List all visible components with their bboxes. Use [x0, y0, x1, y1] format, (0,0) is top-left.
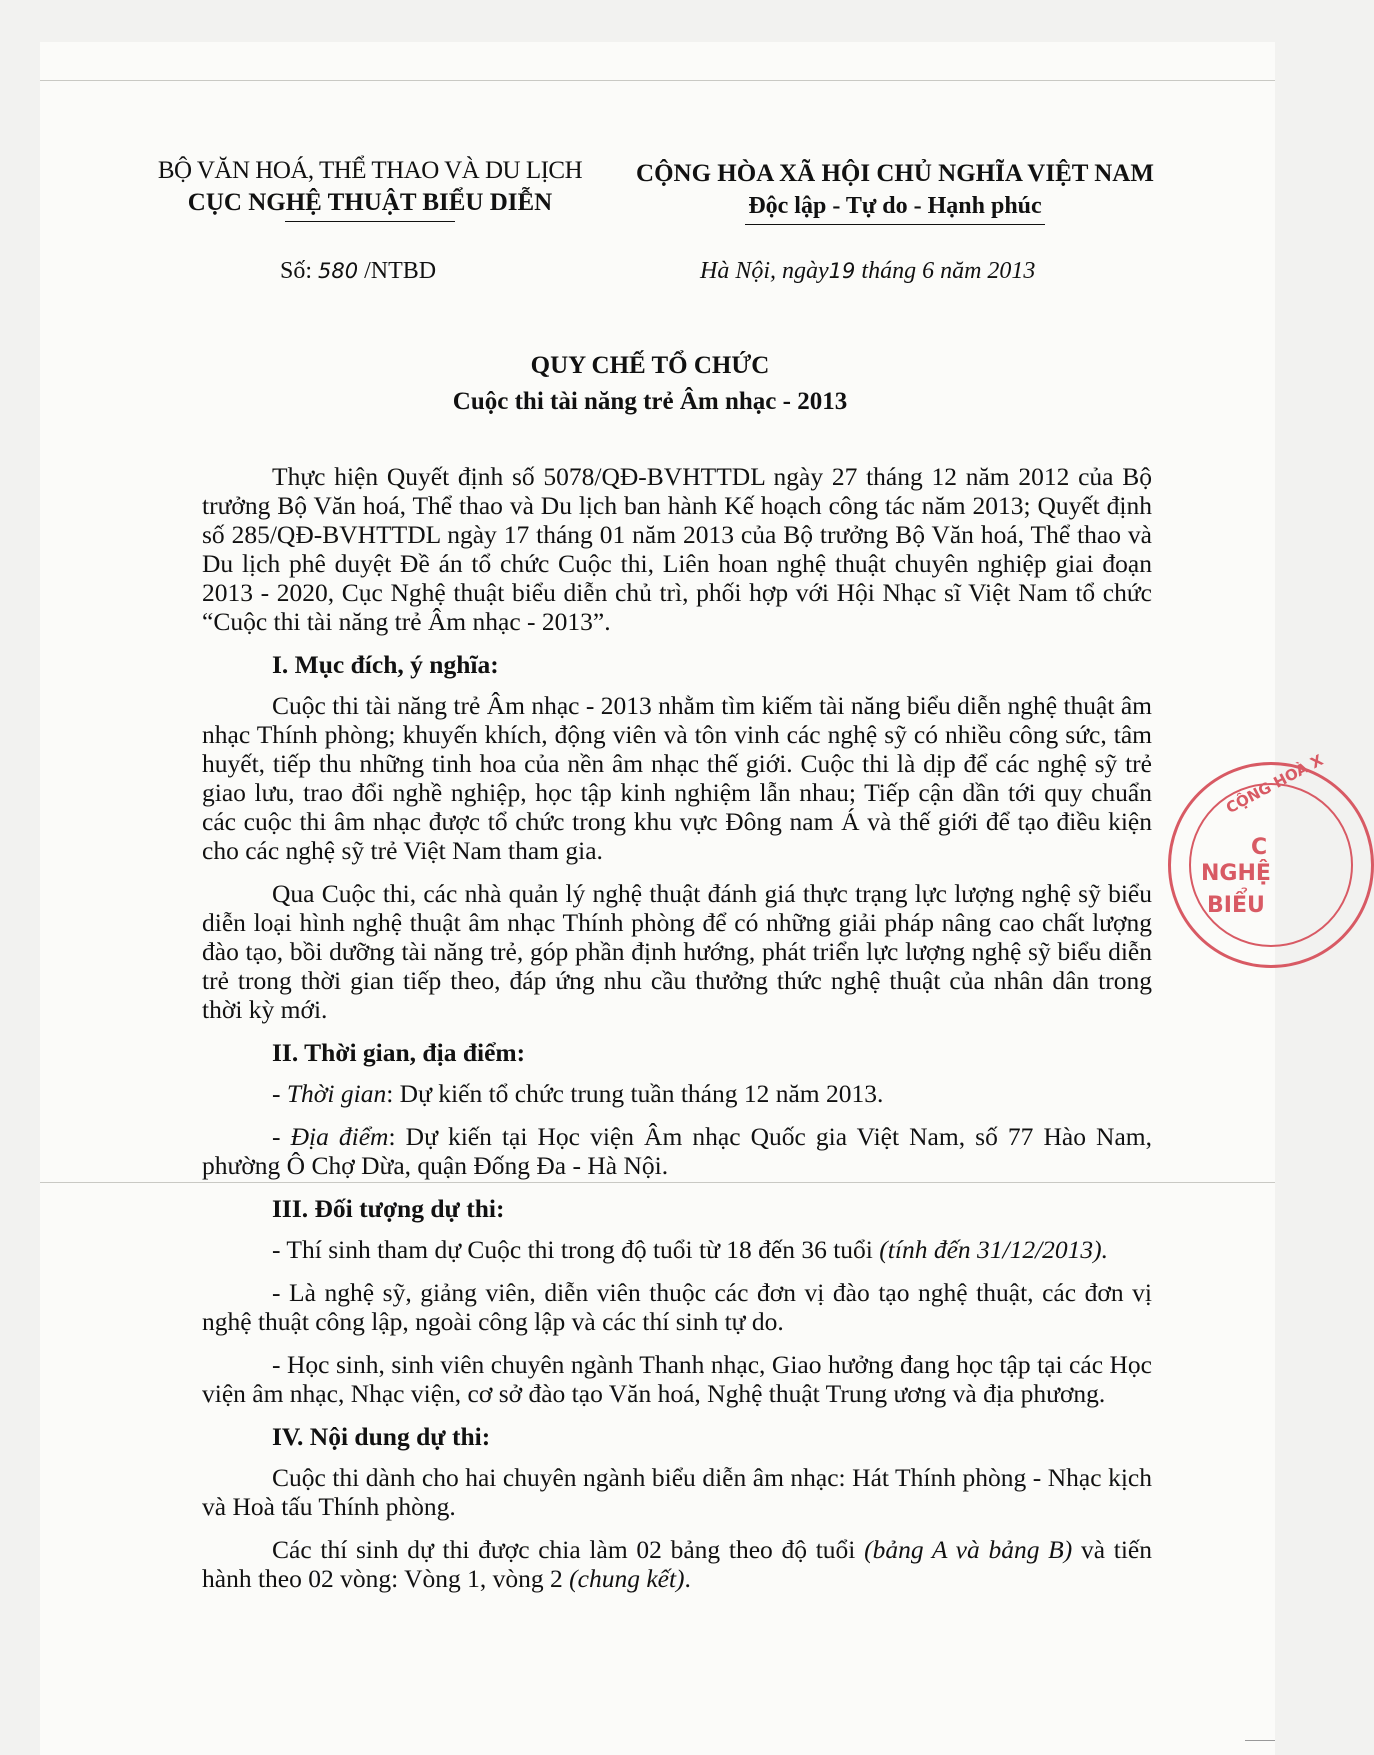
document-subtitle: Cuộc thi tài năng trẻ Âm nhạc - 2013 [452, 388, 848, 415]
section-4-paragraph-2 [202, 1535, 1152, 1593]
time-label: Thời gian [286, 1079, 387, 1108]
doc-number-handwritten: 580 [318, 259, 359, 283]
groups-text: Các thí sinh dự thi được chia làm 02 bảng theo độ tuổi [272, 1535, 865, 1564]
document-body [202, 462, 1152, 1607]
department-name: CỤC NGHỆ THUẬT BIỂU DIỄN [187, 189, 553, 216]
doc-number-prefix: Số: [280, 258, 313, 284]
country-name: CỘNG HÒA XÃ HỘI CHỦ NGHĨA VIỆT NAM [636, 160, 1154, 187]
time-text: : Dự kiến tổ chức trung tuần tháng 12 năm 2013. [386, 1079, 884, 1108]
section-2-heading: II. Thời gian, địa điểm: [272, 1038, 526, 1067]
ministry-name: BỘ VĂN HOÁ, THỂ THAO VÀ DU LỊCH [157, 157, 583, 184]
place-text: : Dự kiến tại Học viện Âm nhạc Quốc gia Việt Nam, số 77 Hào Nam, phường Ô Chợ Dừa, quận Đống Đa - Hà Nội. [202, 1122, 1152, 1180]
section-3-item-3: - Học sinh, sinh viên chuyên ngành Thanh nhạc, Giao hưởng đang học tập tại các Học viện âm nhạc, Nhạc viện, cơ sở đào tạo Văn hoá, Nghệ thuật Trung ương và địa phương. [202, 1350, 1152, 1408]
section-1-paragraph-2: Qua Cuộc thi, các nhà quản lý nghệ thuật đánh giá thực trạng lực lượng nghệ sỹ biểu diễn loại hình nghệ thuật âm nhạc Thính phòng để có những giải pháp nâng cao chất lượng đào tạo, bồi dưỡng tài năng trẻ, góp phần định hướng, phát triển lực lượng nghệ sỹ biểu diễn trẻ trong thời gian tiếp theo, đáp ứng nhu cầu thưởng thức nghệ thuật của nhân dân trong thời kỳ mới. [202, 879, 1152, 1024]
scan-edge-mark [1245, 1740, 1275, 1741]
rounds-text: và tiến hành theo 02 vòng: Vòng 1, vòng 2 [202, 1535, 1152, 1593]
issuing-agency-header [150, 155, 590, 222]
age-range-note: (tính đến 31/12/2013). [879, 1235, 1109, 1264]
document-number [280, 258, 436, 285]
section-2-place: - Địa điểm: Dự kiến tại Học viện Âm nhạc Quốc gia Việt Nam, số 77 Hào Nam, phường Ô Chợ Dừa, quận Đống Đa - Hà Nội. [202, 1122, 1152, 1180]
age-range-text: - Thí sinh tham dự Cuộc thi trong độ tuổi từ 18 đến 36 tuổi [272, 1235, 880, 1264]
final-round-note: (chung kết) [569, 1564, 685, 1593]
seal-ring-text: CỘNG HOÀ X [1223, 750, 1327, 818]
section-1-paragraph-1: Cuộc thi tài năng trẻ Âm nhạc - 2013 nhằm tìm kiếm tài năng biểu diễn nghệ thuật âm nhạc Thính phòng; khuyến khích, động viên và tôn vinh các nghệ sỹ có nhiều công sức, tâm huyết, tiếp thu những tinh hoa của nền âm nhạc thế giới. Cuộc thi là dịp để các nghệ sỹ trẻ giao lưu, trao đổi nghề nghiệp, học tập kinh nghiệm lẫn nhau; Tiếp cận dần tới quy chuẩn các cuộc thi âm nhạc được tổ chức trong khu vực Đông nam Á và thế giới để tạo điều kiện cho các nghệ sỹ trẻ Việt Nam tham gia. [202, 691, 1152, 865]
section-3-item-1 [202, 1235, 1152, 1264]
intro-paragraph: Thực hiện Quyết định số 5078/QĐ-BVHTTDL ngày 27 tháng 12 năm 2012 của Bộ trưởng Bộ Văn hoá, Thể thao và Du lịch ban hành Kế hoạch công tác năm 2013; Quyết định số 285/QĐ-BVHTTDL ngày 17 tháng 01 năm 2013 của Bộ trưởng Bộ Văn hoá, Thể thao và Du lịch phê duyệt Đề án tổ chức Cuộc thi, Liên hoan nghệ thuật chuyên nghiệp giai đoạn 2013 - 2020, Cục Nghệ thuật biểu diễn chủ trì, phối hợp với Hội Nhạc sĩ Việt Nam tổ chức “Cuộc thi tài năng trẻ Âm nhạc - 2013”. [202, 462, 1152, 636]
doc-number-suffix: /NTBD [364, 258, 437, 284]
document-date [700, 258, 1035, 285]
section-3-heading: III. Đối tượng dự thi: [272, 1194, 505, 1223]
document-title: QUY CHẾ TỔ CHỨC [530, 352, 770, 379]
fold-line [40, 80, 1275, 81]
motto-underline [745, 224, 1045, 225]
national-header [600, 158, 1190, 225]
sentence-end: . [684, 1564, 691, 1593]
section-3-item-2: - Là nghệ sỹ, giảng viên, diễn viên thuộc các đơn vị đào tạo nghệ thuật, các đơn vị nghệ thuật công lập, ngoài công lập và các thí sinh tự do. [202, 1278, 1152, 1336]
date-rest: tháng 6 năm 2013 [861, 258, 1036, 284]
section-2-time: - Thời gian: Dự kiến tổ chức trung tuần tháng 12 năm 2013. [272, 1079, 884, 1108]
section-4-heading: IV. Nội dung dự thi: [272, 1422, 491, 1451]
section-4-paragraph-1: Cuộc thi dành cho hai chuyên ngành biểu diễn âm nhạc: Hát Thính phòng - Nhạc kịch và Hoà tấu Thính phòng. [202, 1463, 1152, 1521]
section-1-heading: I. Mục đích, ý nghĩa: [272, 650, 499, 679]
seal-line-1: C [1251, 835, 1268, 860]
date-day-handwritten: 19 [828, 259, 856, 283]
date-prefix: Hà Nội, ngày [700, 258, 829, 284]
official-seal-stamp [1168, 750, 1374, 968]
header-underline [285, 221, 455, 222]
place-label: Địa điểm [290, 1122, 389, 1151]
national-motto: Độc lập - Tự do - Hạnh phúc [748, 193, 1042, 219]
groups-note: (bảng A và bảng B) [864, 1535, 1073, 1564]
seal-line-2: NGHỆ [1201, 861, 1271, 886]
seal-line-3: BIỂU [1207, 893, 1265, 918]
